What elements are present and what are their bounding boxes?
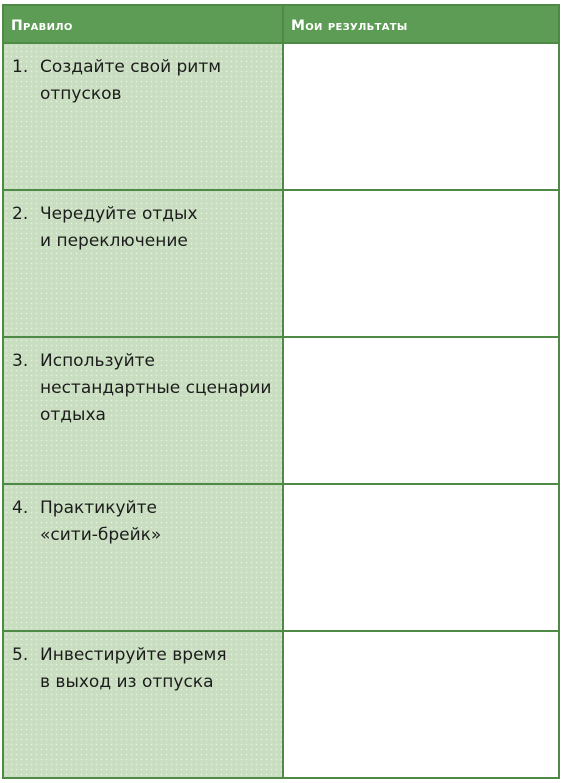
result-cell-3[interactable] — [284, 336, 558, 483]
rule-text-5: Инвестируйте время в выход из отпуска — [40, 645, 227, 692]
rule-text-3: Используйте нестандартные сценарии отдыха — [40, 351, 272, 425]
rules-table — [2, 4, 560, 779]
rule-cell-5 — [4, 630, 284, 777]
rule-text-1: Создайте свой ритм отпусков — [40, 57, 222, 104]
rule-number-2: 2. — [12, 204, 29, 224]
result-cell-1[interactable] — [284, 42, 558, 189]
rule-cell-4 — [4, 483, 284, 630]
rule-text-2: Чередуйте отдых и переключение — [40, 204, 198, 251]
rule-number-4: 4. — [12, 498, 29, 518]
result-cell-5[interactable] — [284, 630, 558, 777]
header-rule: Правило — [4, 6, 284, 42]
result-cell-2[interactable] — [284, 189, 558, 336]
rule-cell-3 — [4, 336, 284, 483]
header-results: Мои результаты — [284, 6, 558, 42]
rule-cell-2 — [4, 189, 284, 336]
rule-text-4: Практикуйте «сити-брейк» — [40, 498, 162, 545]
rule-number-1: 1. — [12, 57, 29, 77]
result-cell-4[interactable] — [284, 483, 558, 630]
rule-number-5: 5. — [12, 645, 29, 665]
rule-number-3: 3. — [12, 351, 29, 371]
rule-cell-1 — [4, 42, 284, 189]
